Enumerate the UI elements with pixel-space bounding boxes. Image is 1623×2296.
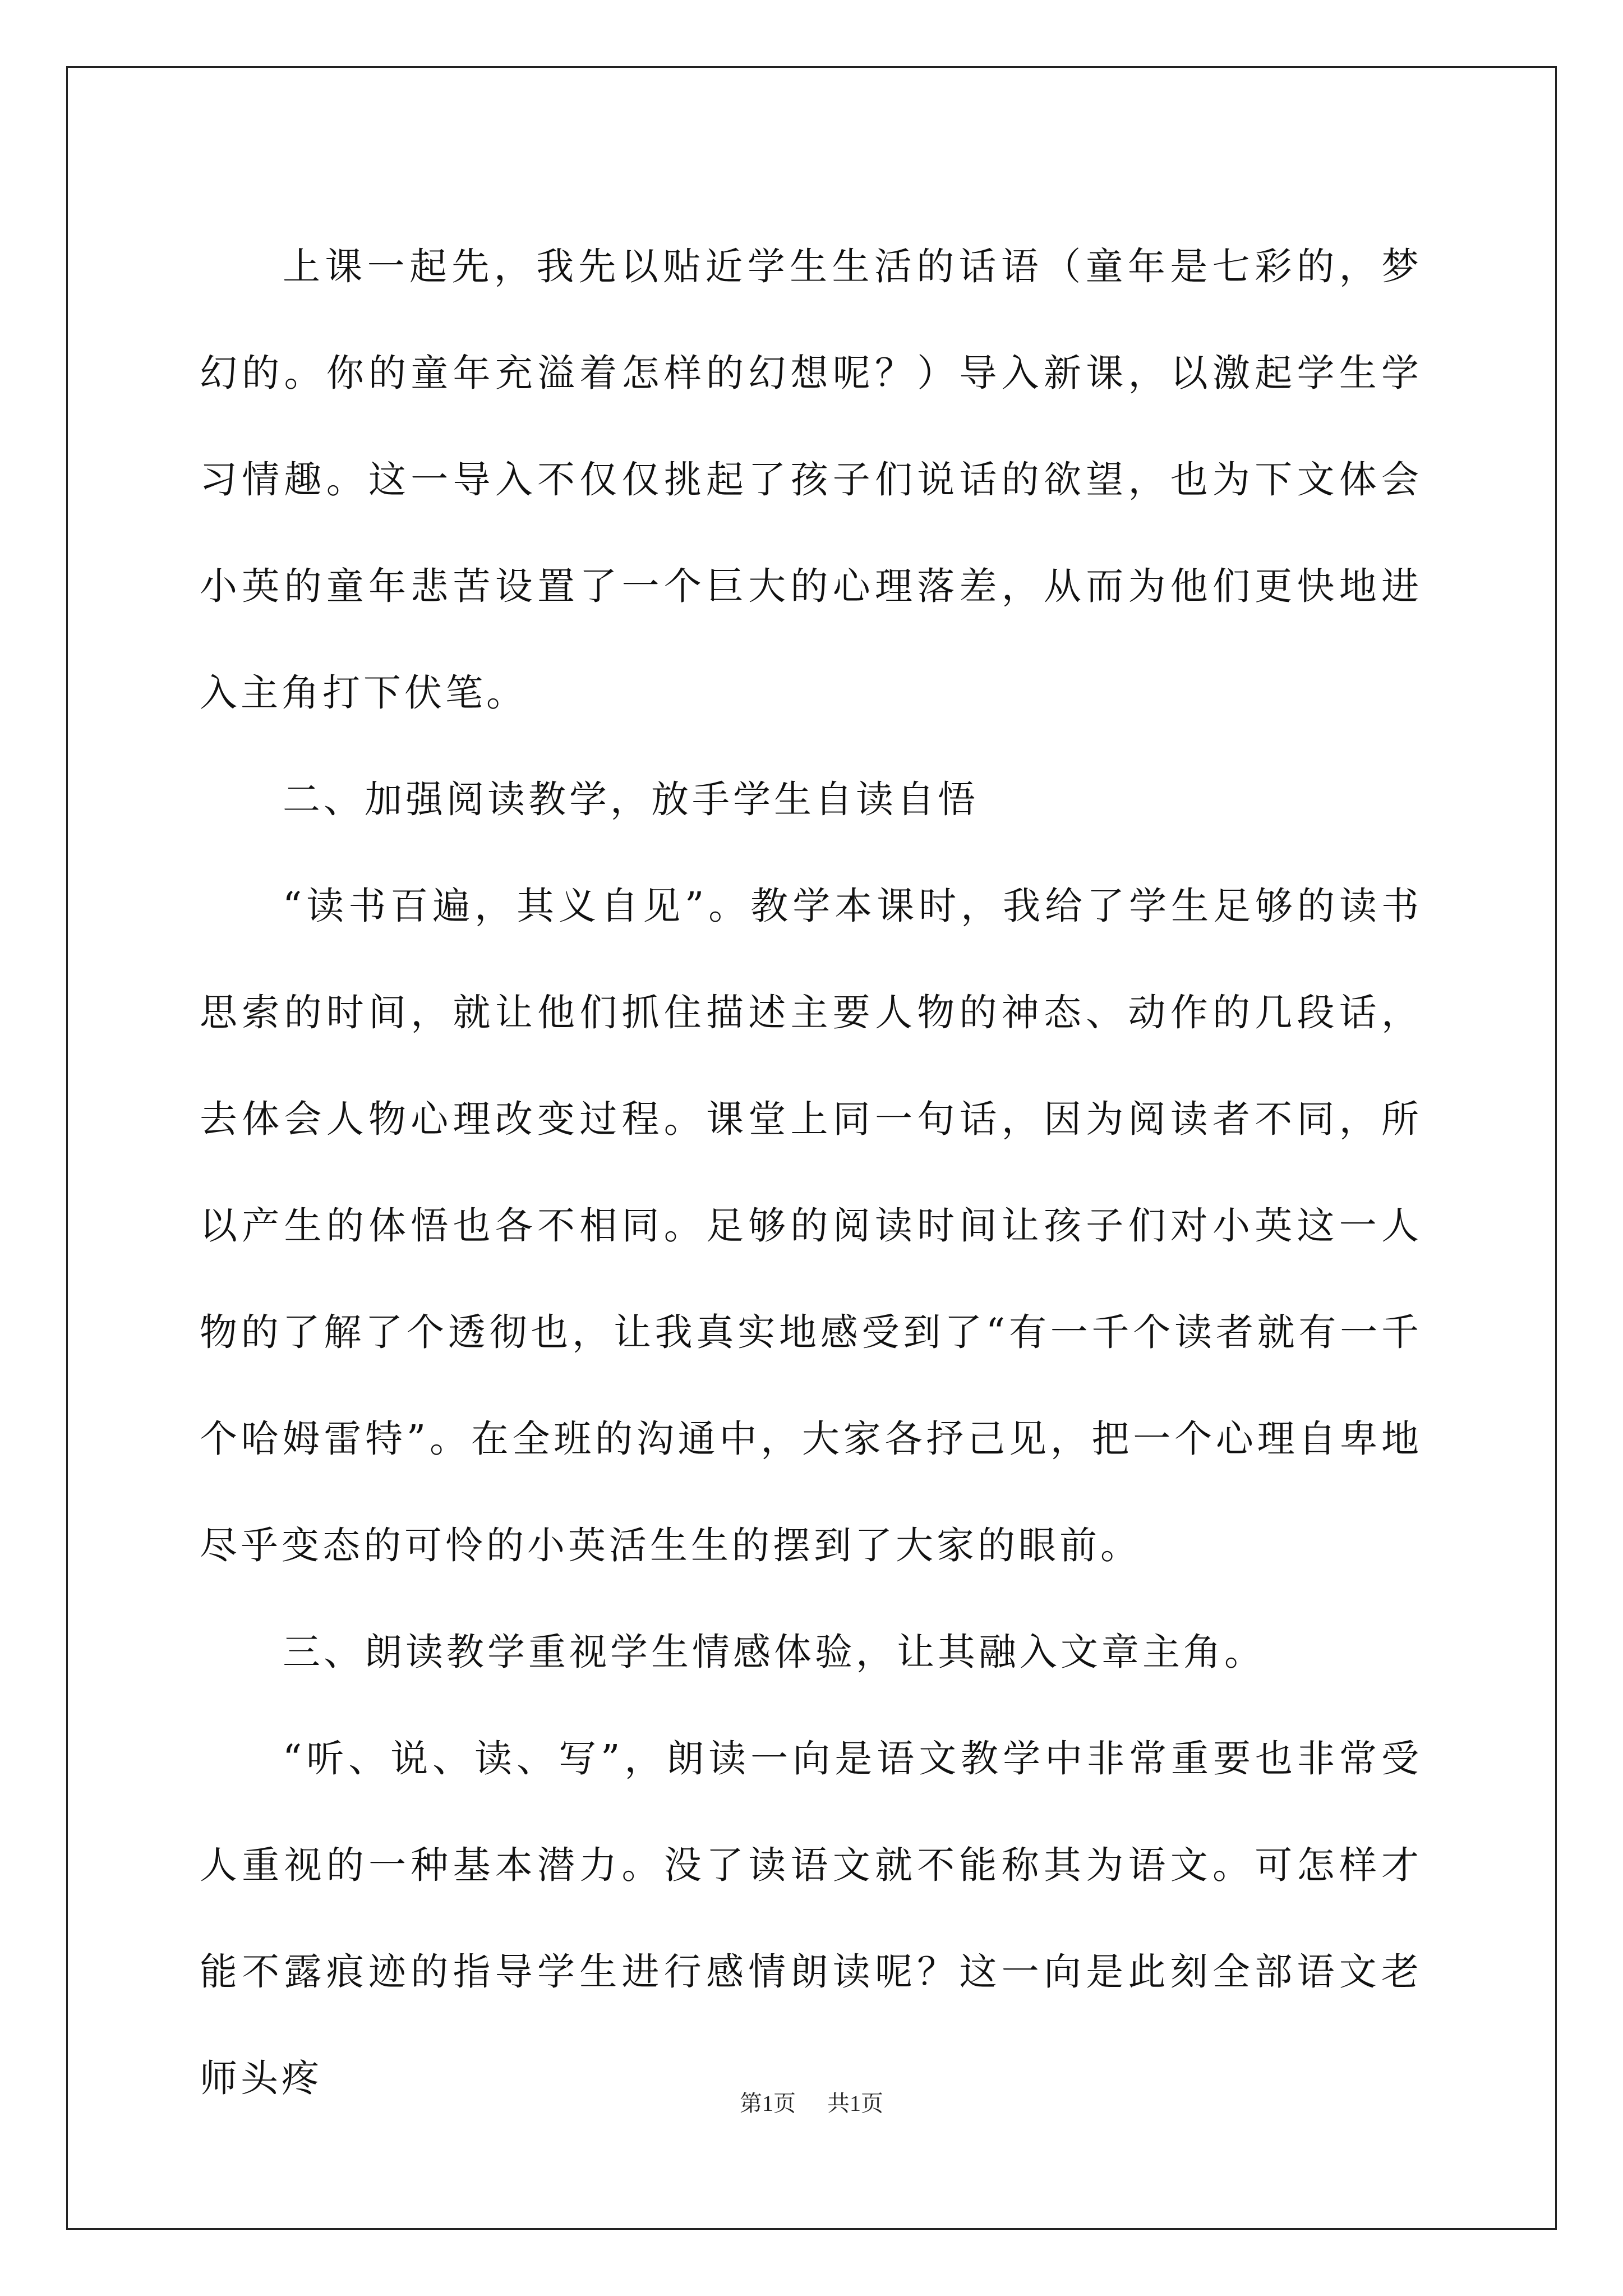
document-body bbox=[200, 213, 1422, 2132]
paragraph-recitation: “听、说、读、写”，朗读一向是语文教学中非常重要也非常受人重视的一种基本潜力。没了读语文就不能称其为语文。可怎样才能不露痕迹的指导学生进行感情朗读呢？这一向是此刻全部语文老师头疼 bbox=[200, 1737, 1422, 2100]
page-number-current: 第1页 bbox=[740, 2091, 796, 2116]
section-heading-2: 二、加强阅读教学，放手学生自读自悟 bbox=[283, 777, 979, 821]
paragraph-reading: “读书百遍，其义自见”。教学本课时，我给了学生足够的读书思索的时间，就让他们抓住描述主要人物的神态、动作的几段话，去体会人物心理改变过程。课堂上同一句话，因为阅读者不同，所以产生的体悟也各不相同。足够的阅读时间让孩子们对小英这一人物的了解了个透彻也，让我真实地感受到了“有一千个读者就有一千个哈姆雷特”。在全班的沟通中，大家各抒己见，把一个心理自卑地尽乎变态的可怜的小英活生生的摆到了大家的眼前。 bbox=[200, 884, 1422, 1567]
paragraph-intro: 上课一起先，我先以贴近学生生活的话语（童年是七彩的，梦幻的。你的童年充溢着怎样的幻想呢？）导入新课，以激起学生学习情趣。这一导入不仅仅挑起了孩子们说话的欲望，也为下文体会小英的童年悲苦设置了一个巨大的心理落差，从而为他们更快地进入主角打下伏笔。 bbox=[200, 245, 1422, 715]
page-number-total: 共1页 bbox=[827, 2091, 883, 2116]
section-heading-3: 三、朗读教学重视学生情感体验，让其融入文章主角。 bbox=[283, 1630, 1265, 1674]
page-footer bbox=[0, 2086, 1623, 2118]
